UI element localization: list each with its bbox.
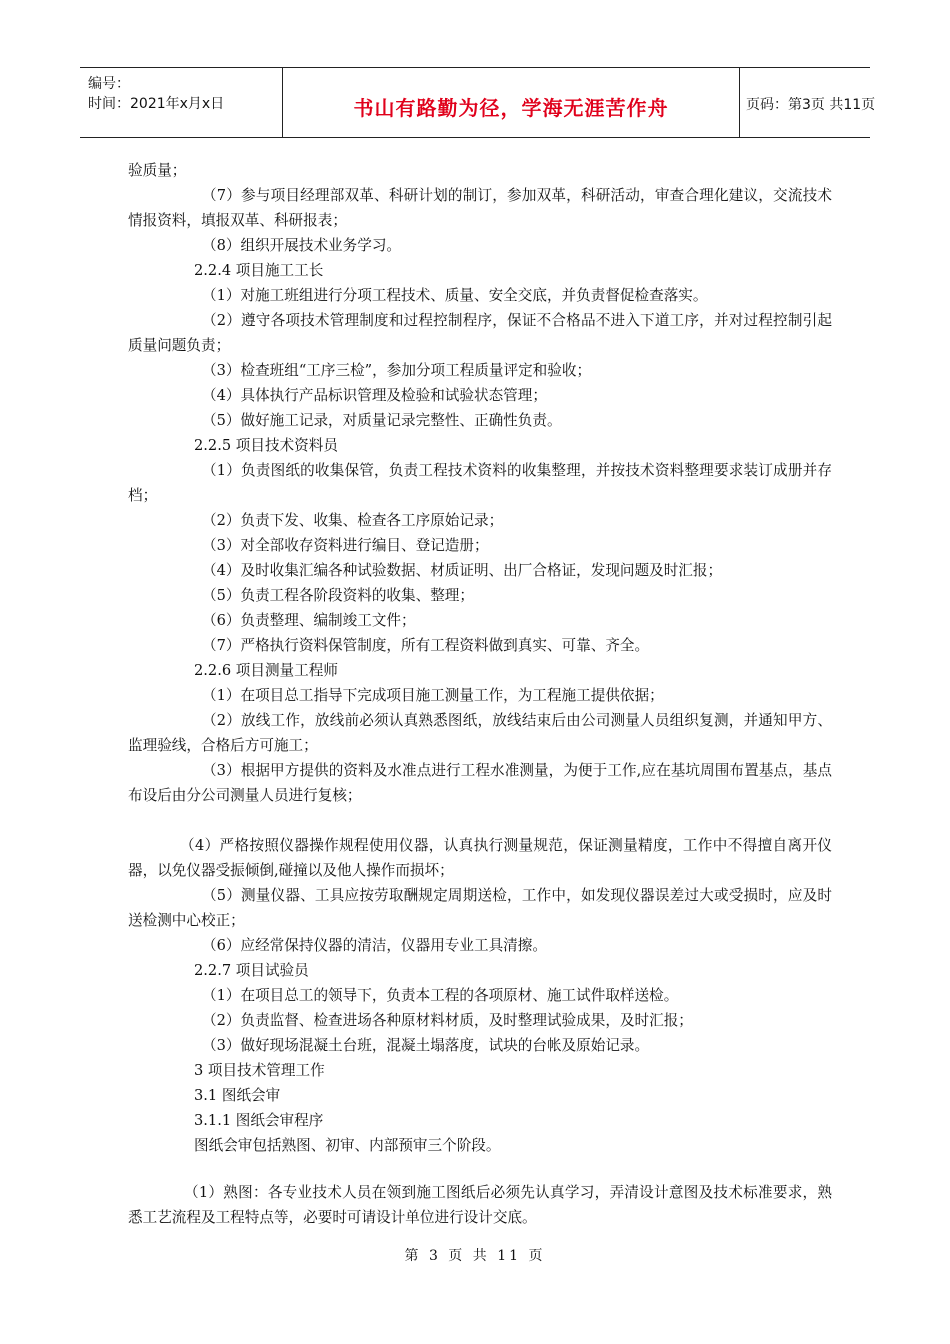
paragraph-gap	[128, 1158, 832, 1180]
paragraph: （8）组织开展技术业务学习。	[202, 237, 402, 254]
paragraph: （4）具体执行产品标识管理及检验和试验状态管理；	[202, 387, 547, 404]
date-label: 时间：2021年x月x日	[88, 96, 225, 112]
section-heading: 2.2.4 项目施工工长	[194, 262, 324, 279]
paragraph: （1）对施工班组进行分项工程技术、质量、安全交底，并负责督促检查落实。	[202, 287, 708, 304]
header-page-cell	[739, 68, 876, 137]
section-heading: 2.2.6 项目测量工程师	[194, 662, 338, 679]
paragraph: （2）负责监督、检查进场各种原材料材质，及时整理试验成果，及时汇报；	[202, 1012, 693, 1029]
paragraph: （3）做好现场混凝土台班，混凝土塌落度，试块的台帐及原始记录。	[202, 1037, 650, 1054]
paragraph: （1）熟图：各专业技术人员在领到施工图纸后必须先认真学习，弄清设计意图及技术标准要求，熟悉工艺流程及工程特点等，必要时可请设计单位进行设计交底。	[128, 1184, 832, 1226]
paragraph: （7）参与项目经理部双革、科研计划的制订，参加双革，科研活动，审查合理化建议，交流技术情报资料，填报双革、科研报表；	[128, 187, 832, 229]
motto-text: 书山有路勤为径，学海无涯苦作舟	[353, 96, 669, 120]
paragraph-line: 验质量；	[128, 162, 187, 179]
paragraph: （2）遵守各项技术管理制度和过程控制程序，保证不合格品不进入下道工序，并对过程控制引起质量问题负责；	[128, 312, 832, 354]
document-body	[128, 158, 832, 1230]
paragraph: （1）在项目总工指导下完成项目施工测量工作，为工程施工提供依据；	[202, 687, 664, 704]
section-heading: 3 项目技术管理工作	[194, 1062, 325, 1079]
paragraph: （3）检查班组“工序三检”，参加分项工程质量评定和验收；	[202, 362, 592, 379]
paragraph: （4）及时收集汇编各种试验数据、材质证明、出厂合格证，发现问题及时汇报；	[202, 562, 723, 579]
section-heading: 2.2.5 项目技术资料员	[194, 437, 338, 454]
paragraph: （7）严格执行资料保管制度，所有工程资料做到真实、可靠、齐全。	[202, 637, 650, 654]
paragraph-gap	[128, 808, 832, 833]
paragraph: 图纸会审包括熟图、初审、内部预审三个阶段。	[194, 1137, 501, 1154]
paragraph: （3）根据甲方提供的资料及水准点进行工程水准测量，为便于工作,应在基坑周围布置基点，基点布设后由分公司测量人员进行复核；	[128, 762, 832, 804]
paragraph: （6）负责整理、编制竣工文件；	[202, 612, 416, 629]
paragraph: （3）对全部收存资料进行编目、登记造册；	[202, 537, 489, 554]
paragraph: （4）严格按照仪器操作规程使用仪器，认真执行测量规范，保证测量精度，工作中不得擅自离开仪器，以免仪器受振倾倒,碰撞以及他人操作而损坏；	[128, 837, 832, 879]
section-heading: 3.1.1 图纸会审程序	[194, 1112, 324, 1129]
paragraph: （1）负责图纸的收集保管，负责工程技术资料的收集整理，并按技术资料整理要求装订成册并存档；	[128, 462, 832, 504]
paragraph: （6）应经常保持仪器的清洁，仪器用专业工具清擦。	[202, 937, 547, 954]
paragraph: （5）测量仪器、工具应按劳取酬规定周期送检，工作中，如发现仪器误差过大或受损时，应及时送检测中心校正；	[128, 887, 832, 929]
paragraph: （1）在项目总工的领导下，负责本工程的各项原材、施工试件取样送检。	[202, 987, 679, 1004]
paragraph: （5）做好施工记录，对质量记录完整性、正确性负责。	[202, 412, 562, 429]
paragraph: （2）放线工作，放线前必须认真熟悉图纸，放线结束后由公司测量人员组织复测，并通知甲方、监理验线，合格后方可施工；	[128, 712, 832, 754]
paragraph: （2）负责下发、收集、检查各工序原始记录；	[202, 512, 504, 529]
serial-label: 编号：	[88, 76, 130, 92]
header-motto-cell	[282, 68, 740, 137]
page-info: 页码：第3页 共11页	[746, 97, 876, 113]
page-header	[80, 67, 876, 138]
section-heading: 3.1 图纸会审	[194, 1087, 281, 1104]
header-meta-cell	[80, 68, 282, 137]
page-footer: 第 3 页 共 11 页	[404, 1248, 546, 1264]
section-heading: 2.2.7 项目试验员	[194, 962, 309, 979]
paragraph: （5）负责工程各阶段资料的收集、整理；	[202, 587, 474, 604]
